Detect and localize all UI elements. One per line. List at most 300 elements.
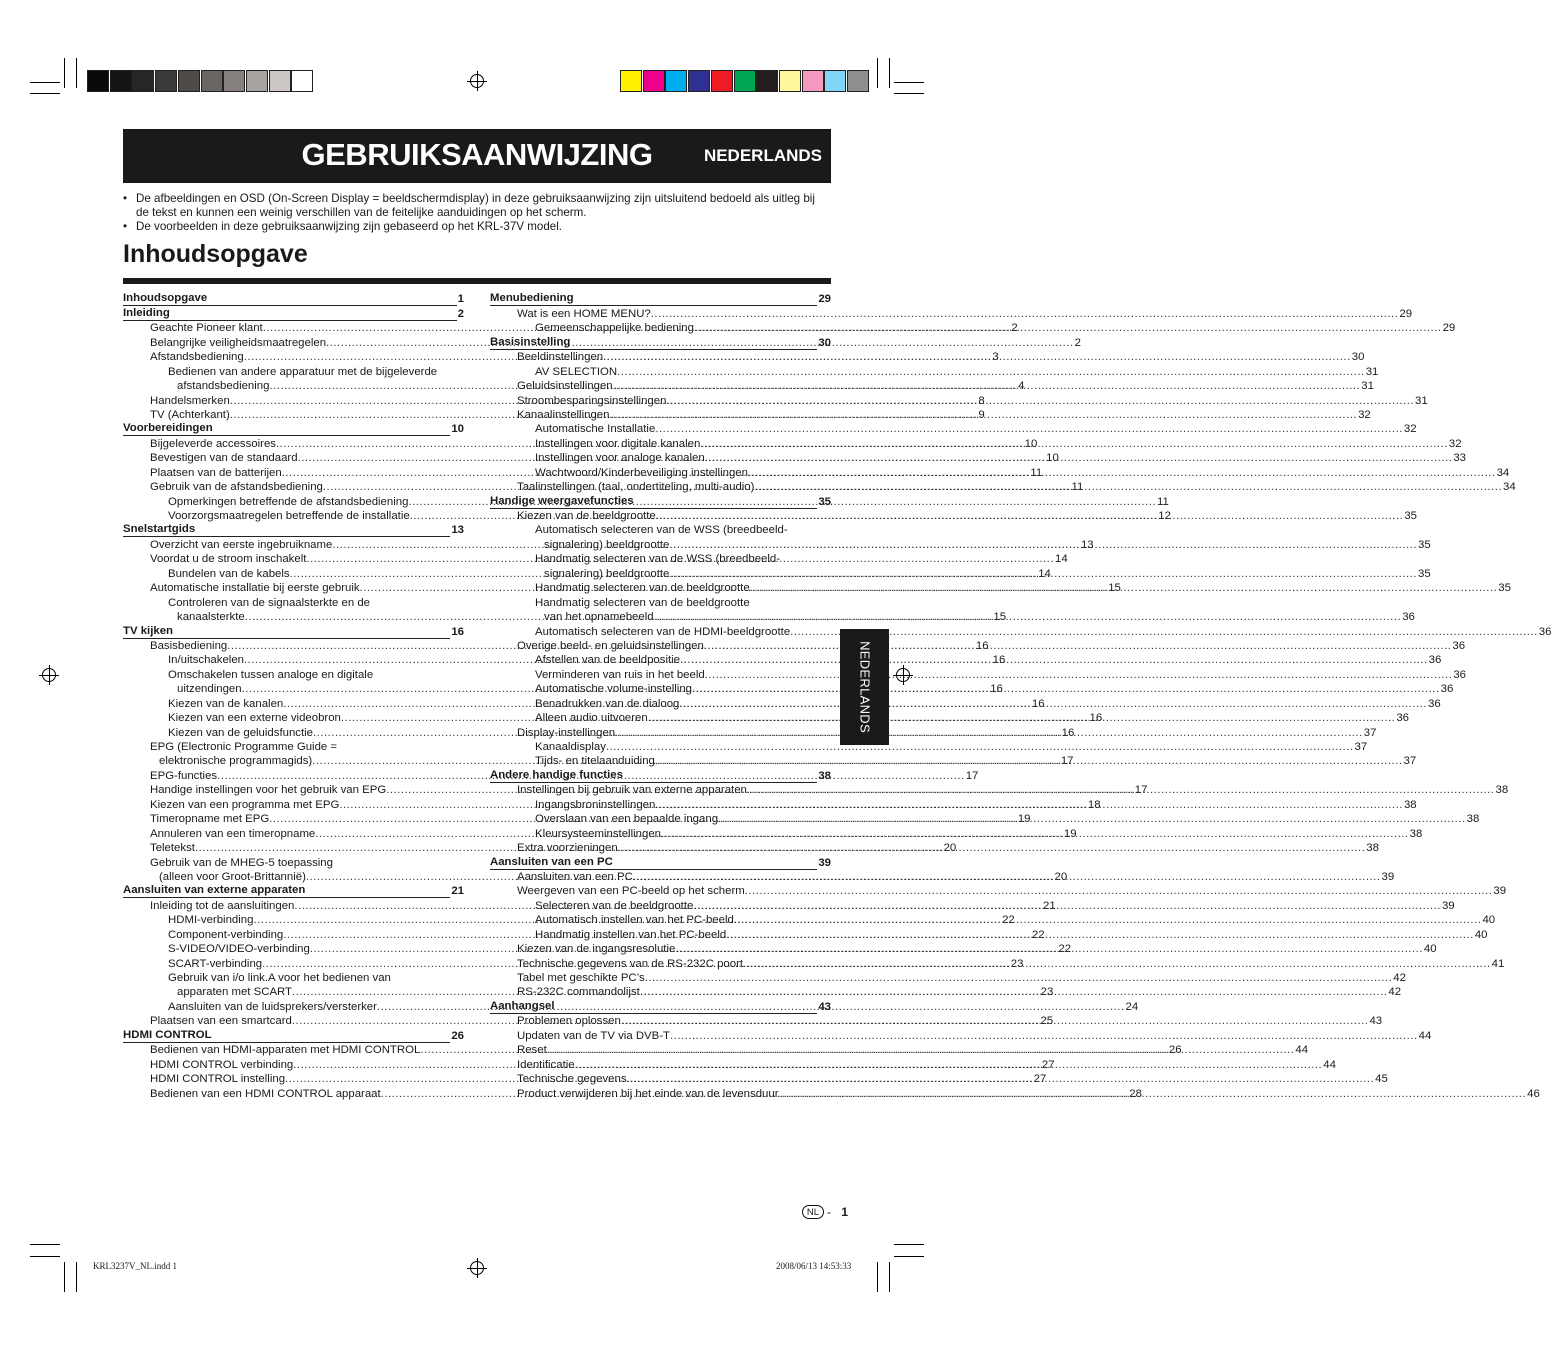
toc-leader-dots bbox=[754, 480, 1502, 494]
footer-filename: KRL3237V_NL.indd 1 bbox=[93, 1261, 177, 1271]
toc-entry-label: SCART-verbinding bbox=[168, 957, 263, 970]
toc-entry-label: Andere handige functies bbox=[490, 768, 623, 781]
toc-page-number: 30 bbox=[1351, 351, 1365, 364]
toc-leader-dots bbox=[207, 305, 456, 306]
toc-entry-label: Beeldinstellingen bbox=[517, 351, 604, 364]
language-badge: NL bbox=[802, 1205, 824, 1219]
toc-entry-label: Geachte Pioneer klant bbox=[150, 322, 263, 335]
toc-page-number: 18 bbox=[1087, 798, 1101, 811]
toc-entry-label: Taalinstellingen (taal, ondertiteling, multi-audio) bbox=[517, 481, 755, 494]
toc-entry-label: Automatisch selecteren van de HDMI-beeldgrootte bbox=[535, 625, 791, 638]
toc-entry-label: Bevestigen van de standaard bbox=[150, 452, 298, 465]
toc-page-number: 33 bbox=[1453, 452, 1467, 465]
toc-section-entry bbox=[123, 306, 464, 320]
color-swatch bbox=[132, 70, 154, 92]
toc-leader-dots bbox=[655, 754, 1403, 768]
toc-page-number: 29 bbox=[1442, 322, 1456, 335]
toc-entry-label: Aansluiten van een PC bbox=[490, 855, 613, 868]
toc-page-number: 15 bbox=[1108, 582, 1121, 595]
toc-leader-dots bbox=[575, 1058, 1323, 1072]
toc-entry-label: Menubediening bbox=[490, 292, 574, 305]
toc-entry-label: Inhoudsopgave bbox=[123, 292, 208, 305]
toc-page-number: 37 bbox=[1403, 755, 1417, 768]
toc-page-number: 14 bbox=[1055, 553, 1068, 566]
toc-page-number: 22 bbox=[1058, 943, 1072, 956]
toc-entry-label: Kiezen van een externe videobron bbox=[168, 712, 341, 725]
toc-section-entry bbox=[123, 884, 464, 898]
toc-entry-label: Handmatig selecteren van de beeldgrootte bbox=[535, 582, 750, 595]
toc-page-number: 29 bbox=[1399, 307, 1413, 320]
page-number: 1 bbox=[841, 1205, 848, 1219]
toc-entry-label: Automatisch instellen van het PC-beeld bbox=[535, 914, 734, 927]
toc-page-number: 26 bbox=[451, 1029, 464, 1042]
toc-page-number: 31 bbox=[1365, 365, 1379, 378]
toc-page-number: 17 bbox=[1060, 755, 1074, 768]
toc-page-number: 40 bbox=[1482, 914, 1496, 927]
toc-leader-dots bbox=[704, 639, 1452, 653]
color-swatch bbox=[756, 70, 778, 92]
toc-entry-label: Handmatig selecteren van de beeldgrootte bbox=[535, 596, 750, 609]
color-swatch bbox=[87, 70, 109, 92]
toc-page-number: 39 bbox=[818, 856, 831, 869]
toc-page-number: 35 bbox=[1418, 538, 1431, 551]
toc-entry-label: Bundelen van de kabels bbox=[168, 567, 290, 580]
toc-entry-label: Bedienen van een HDMI CONTROL apparaat bbox=[150, 1087, 381, 1100]
toc-leader-dots bbox=[655, 798, 1403, 812]
color-swatch bbox=[824, 70, 846, 92]
toc-page-number: 27 bbox=[1041, 1058, 1055, 1071]
toc-entry-label: Kanaaldisplay bbox=[535, 741, 606, 753]
toc-entry-label: Selecteren van de beeldgrootte bbox=[535, 899, 694, 912]
toc-leader-dots bbox=[654, 610, 1402, 624]
color-swatch bbox=[291, 70, 313, 92]
color-swatch bbox=[643, 70, 665, 92]
toc-page-number: 21 bbox=[451, 885, 464, 898]
toc-entry-label: HDMI CONTROL verbinding bbox=[150, 1058, 294, 1071]
toc-page-number: 10 bbox=[1046, 452, 1059, 465]
toc-page-number: 9 bbox=[978, 408, 985, 421]
toc-leader-dots bbox=[613, 379, 1361, 393]
toc-page-number: 38 bbox=[1466, 813, 1480, 826]
toc-leader-dots bbox=[679, 697, 1427, 711]
toc-page-number: 36 bbox=[1440, 683, 1454, 696]
intro-text: De afbeeldingen en OSD (On-Screen Display = beeldschermdisplay) in deze gebruiksaanwijzing zijn uitsluitend bedoeld als uitleg bij de tekst en kunnen een weinig verschillen van de feitelijke aanduidingen op het scherm. bbox=[136, 192, 815, 219]
toc-page-number: 26 bbox=[1168, 1044, 1182, 1057]
toc-entry-label: Reset bbox=[517, 1044, 547, 1057]
toc-page-number: 38 bbox=[1409, 827, 1423, 840]
toc-page-number: 2 bbox=[1011, 322, 1018, 335]
toc-page-number: 36 bbox=[1538, 625, 1551, 638]
toc-heading: Inhoudsopgave bbox=[123, 240, 308, 268]
toc-entry-label: Plaatsen van de batterijen bbox=[150, 466, 282, 479]
color-swatch bbox=[779, 70, 801, 92]
color-swatch bbox=[155, 70, 177, 92]
toc-entry-label: Benadrukken van de dialoog bbox=[535, 697, 680, 710]
toc-page-number: 34 bbox=[1503, 481, 1516, 494]
toc-page-number: 1 bbox=[457, 293, 464, 306]
toc-entry-label: Wat is een HOME MENU? bbox=[517, 307, 651, 320]
toc-entry-label: Handmatig instellen van het PC-beeld bbox=[535, 928, 727, 941]
toc-entry-label: Basisinstelling bbox=[490, 335, 571, 348]
toc-page-number: 16 bbox=[1061, 726, 1075, 739]
toc-entry-label: afstandsbediening bbox=[177, 380, 270, 393]
color-swatch bbox=[178, 70, 200, 92]
toc-entry bbox=[490, 667, 1466, 681]
toc-page-number: 10 bbox=[1024, 437, 1038, 450]
toc-entry bbox=[490, 306, 1413, 320]
toc-entry-label: Omschakelen tussen analoge en digitale bbox=[168, 668, 374, 681]
toc-entry-label: Plaatsen van een smartcard bbox=[150, 1015, 292, 1028]
side-tab-label: NEDERLANDS bbox=[857, 641, 872, 733]
toc-leader-dots bbox=[633, 870, 1381, 884]
toc-entry-label: In/uitschakelen bbox=[168, 654, 244, 667]
toc-page-number: 17 bbox=[1134, 784, 1148, 797]
toc-entry-label: Gemeenschappelijke bediening bbox=[535, 322, 694, 335]
toc-page-number: 21 bbox=[1043, 899, 1056, 912]
toc-entry-label: Aanhangsel bbox=[490, 999, 555, 1012]
toc-section-entry bbox=[490, 335, 831, 349]
toc-entry-label: Problemen oplossen bbox=[517, 1015, 621, 1028]
toc-entry bbox=[490, 884, 1507, 898]
toc-entry-label: signalering) beeldgrootte bbox=[544, 538, 670, 551]
toc-entry-label: HDMI CONTROL instelling bbox=[150, 1073, 286, 1086]
toc-page-number: 16 bbox=[451, 625, 464, 638]
toc-page-number: 39 bbox=[1493, 885, 1507, 898]
toc-entry-label: TV kijken bbox=[123, 624, 174, 637]
toc-page-number: 23 bbox=[1040, 986, 1054, 999]
toc-entry bbox=[490, 523, 831, 537]
language-label: NEDERLANDS bbox=[703, 146, 822, 165]
toc-leader-dots bbox=[718, 812, 1466, 826]
toc-page-number: 30 bbox=[818, 336, 831, 349]
toc-entry bbox=[490, 971, 1406, 985]
toc-entry-label: apparaten met SCART bbox=[177, 986, 293, 999]
toc-section-entry bbox=[490, 768, 831, 782]
color-swatch bbox=[665, 70, 687, 92]
toc-leader-dots bbox=[609, 408, 1357, 422]
toc-page-number: 44 bbox=[1295, 1044, 1309, 1057]
toc-entry bbox=[490, 350, 1365, 364]
toc-leader-dots bbox=[747, 783, 1495, 797]
toc-entry bbox=[123, 971, 464, 985]
toc-page-number: 36 bbox=[1396, 712, 1410, 725]
toc-page-number: 15 bbox=[993, 611, 1007, 624]
toc-page-number: 27 bbox=[1033, 1073, 1047, 1086]
toc-entry-label: (alleen voor Groot-Brittannië) bbox=[159, 870, 306, 883]
toc-leader-dots bbox=[745, 884, 1493, 898]
toc-entry-label: Overslaan van een bepaalde ingang bbox=[535, 813, 719, 826]
toc-page-number: 42 bbox=[1388, 986, 1402, 999]
toc-entry-label: Product verwijderen bij het einde van de levensduur bbox=[517, 1087, 779, 1100]
toc-entry-label: Wachtwoord/Kinderbeveiliging instellingen bbox=[535, 466, 748, 479]
toc-page-number: 13 bbox=[1080, 538, 1094, 551]
toc-entry-label: Extra voorzieningen bbox=[517, 842, 618, 855]
toc-entry-label: Stroombesparingsinstellingen bbox=[517, 394, 667, 407]
toc-leader-dots bbox=[666, 394, 1414, 408]
color-swatch bbox=[620, 70, 642, 92]
toc-entry-label: Weergeven van een PC-beeld op het scherm bbox=[517, 885, 745, 898]
toc-page-number: 11 bbox=[1030, 466, 1043, 479]
toc-page-number: 40 bbox=[1474, 928, 1488, 941]
toc-page-number: 43 bbox=[818, 1000, 831, 1013]
toc-entry-label: Technische gegevens bbox=[517, 1073, 627, 1086]
toc-entry-label: Aansluiten van externe apparaten bbox=[123, 884, 306, 897]
toc-entry-label: Controleren van de signaalsterkte en de bbox=[168, 596, 370, 609]
toc-leader-dots bbox=[640, 985, 1388, 999]
toc-leader-dots bbox=[651, 307, 1399, 321]
toc-entry-label: Snelstartgids bbox=[123, 523, 196, 536]
document-title: GEBRUIKSAANWIJZING bbox=[301, 137, 653, 172]
toc-page-number: 41 bbox=[1491, 957, 1505, 970]
toc-leader-dots bbox=[603, 350, 1351, 364]
toc-page-number: 10 bbox=[451, 423, 464, 436]
toc-leader-dots bbox=[734, 913, 1482, 927]
color-swatch bbox=[802, 70, 824, 92]
toc-leader-dots bbox=[694, 321, 1442, 335]
toc-entry-label: Bijgeleverde accessoires bbox=[150, 437, 276, 450]
toc-page-number: 34 bbox=[1496, 466, 1510, 479]
toc-page-number: 45 bbox=[1375, 1073, 1388, 1086]
registration-mark-icon bbox=[470, 74, 484, 88]
toc-page-number: 37 bbox=[1363, 726, 1377, 739]
toc-entry-label: Automatische volume-instelling bbox=[535, 683, 693, 696]
color-swatch bbox=[223, 70, 245, 92]
toc-page-number: 38 bbox=[1495, 784, 1509, 797]
toc-section-entry bbox=[490, 855, 831, 869]
toc-entry-label: Teletekst bbox=[150, 842, 195, 855]
toc-entry bbox=[490, 956, 1505, 970]
toc-entry-label: Geluidsinstellingen bbox=[517, 380, 613, 393]
toc-entry-label: Afstandsbediening bbox=[150, 351, 244, 364]
toc-page-number: 16 bbox=[990, 683, 1003, 696]
toc-entry-label: Instellingen bij gebruik van externe apparaten bbox=[517, 784, 747, 797]
toc-page-number: 29 bbox=[818, 293, 831, 306]
toc-entry-label: Kiezen van de geluidsfunctie bbox=[168, 726, 314, 739]
toc-page-number: 3 bbox=[992, 351, 999, 364]
toc-page-number: 43 bbox=[1369, 1015, 1383, 1028]
toc-page-number: 28 bbox=[1129, 1087, 1142, 1100]
color-swatch bbox=[269, 70, 291, 92]
language-side-tab bbox=[840, 629, 889, 745]
toc-entry bbox=[490, 552, 831, 566]
toc-page-number: 23 bbox=[1010, 957, 1024, 970]
color-swatch bbox=[711, 70, 733, 92]
intro-text: De voorbeelden in deze gebruiksaanwijzing zijn gebaseerd op het KRL-37V model. bbox=[136, 220, 563, 233]
toc-leader-dots bbox=[645, 971, 1393, 985]
toc-leader-dots bbox=[726, 928, 1474, 942]
toc-leader-dots bbox=[693, 899, 1441, 913]
toc-page-number: 46 bbox=[1527, 1087, 1540, 1100]
toc-leader-dots bbox=[700, 437, 1448, 451]
toc-entry-label: Kiezen van een programma met EPG bbox=[150, 798, 340, 811]
toc-entry-label: van het opnamebeeld bbox=[544, 611, 654, 624]
color-swatch bbox=[201, 70, 223, 92]
toc-entry-label: Handelsmerken bbox=[150, 394, 230, 407]
toc-entry bbox=[490, 321, 1456, 335]
toc-leader-dots bbox=[680, 653, 1428, 667]
toc-section-entry bbox=[123, 1028, 464, 1042]
toc-entry-label: Inleiding tot de aansluitingen bbox=[150, 899, 295, 912]
toc-page-number: 19 bbox=[1063, 827, 1077, 840]
toc-entry-label: HDMI-verbinding bbox=[168, 914, 254, 927]
toc-entry-label: EPG (Electronic Programme Guide = bbox=[150, 741, 338, 753]
toc-entry-label: Kiezen van de ingangsresolutie bbox=[517, 943, 676, 956]
toc-page-number: 19 bbox=[1017, 813, 1031, 826]
toc-entry-label: Overige beeld- en geluidsinstellingen bbox=[517, 639, 704, 652]
toc-page-number: 38 bbox=[818, 769, 831, 782]
toc-entry bbox=[490, 740, 1368, 754]
toc-entry bbox=[123, 740, 464, 754]
toc-entry bbox=[490, 364, 1379, 378]
toc-page-number: 8 bbox=[978, 394, 985, 407]
toc-entry-label: RS-232C commandolijst bbox=[517, 986, 640, 999]
toc-page-number: 40 bbox=[1423, 943, 1437, 956]
toc-entry-label: Automatisch selecteren van de WSS (breedbeeld- bbox=[535, 524, 788, 537]
intro-bullet: • De afbeeldingen en OSD (On-Screen Display = beeldschermdisplay) in deze gebruiksaanwijzing zijn uitsluitend bedoeld als uitleg bij de tekst en kunnen een weinig verschillen van de feitelijke aanduidingen op het scherm. bbox=[123, 192, 823, 220]
footer-timestamp: 2008/06/13 14:53:33 bbox=[776, 1261, 852, 1271]
toc-entry-label: AV SELECTION bbox=[535, 365, 618, 378]
toc-entry-label: signalering) beeldgrootte bbox=[544, 567, 670, 580]
toc-entry-label: Gebruik van de afstandsbediening bbox=[150, 481, 323, 494]
color-swatch bbox=[688, 70, 710, 92]
toc-page-number: 32 bbox=[1448, 437, 1462, 450]
toc-leader-dots bbox=[656, 509, 1404, 523]
toc-entry-label: Aansluiten van een PC bbox=[517, 870, 633, 883]
toc-entry-label: TV (Achterkant) bbox=[150, 408, 230, 421]
toc-entry-label: Verminderen van ruis in het beeld bbox=[535, 668, 705, 681]
toc-leader-dots bbox=[618, 841, 1366, 855]
toc-page-number: 36 bbox=[1428, 654, 1442, 667]
toc-leader-dots bbox=[675, 942, 1423, 956]
toc-page-number: 38 bbox=[1366, 842, 1379, 855]
toc-page-number: 42 bbox=[1393, 972, 1406, 984]
toc-page-number: 22 bbox=[1002, 914, 1015, 927]
toc-page-number: 11 bbox=[1071, 481, 1084, 494]
toc-page-number: 14 bbox=[1038, 567, 1051, 580]
toc-entry-label: Voorzorgsmaatregelen betreffende de installatie bbox=[168, 510, 410, 522]
toc-page-number: 31 bbox=[1415, 394, 1428, 407]
toc-page-number: 37 bbox=[1354, 741, 1368, 753]
toc-entry bbox=[490, 595, 831, 609]
toc-section-entry bbox=[490, 494, 831, 508]
toc-page-number: 13 bbox=[451, 524, 464, 537]
toc-section-entry bbox=[490, 292, 831, 306]
toc-leader-dots bbox=[627, 1072, 1375, 1086]
toc-page-number: 16 bbox=[1031, 697, 1045, 710]
toc-page-number: 38 bbox=[1403, 798, 1417, 811]
toc-page-number: 35 bbox=[1404, 510, 1417, 522]
toc-leader-dots bbox=[705, 451, 1453, 465]
toc-page-number: 25 bbox=[1040, 1015, 1054, 1028]
toc-leader-dots bbox=[669, 538, 1417, 552]
toc-entry-label: Instellingen voor analoge kanalen bbox=[535, 452, 705, 465]
toc-section-entry bbox=[123, 624, 464, 638]
toc-page-number: 36 bbox=[1453, 668, 1466, 681]
toc-entry-label: Annuleren van een timeropname bbox=[150, 827, 316, 840]
toc-entry-label: Gebruik van de MHEG-5 toepassing bbox=[150, 856, 333, 869]
toc-entry bbox=[490, 624, 1551, 638]
toc-entry-label: Overzicht van eerste ingebruikname bbox=[150, 538, 333, 551]
toc-page-number: 20 bbox=[943, 842, 957, 855]
toc-page-number: 20 bbox=[1054, 870, 1068, 883]
toc-entry bbox=[490, 408, 1371, 422]
toc-entry-label: Updaten van de TV via DVB-T bbox=[517, 1029, 671, 1042]
toc-entry-label: Ingangsbroninstellingen bbox=[535, 798, 656, 811]
toc-entry bbox=[123, 667, 464, 681]
toc-entry-label: Voordat u de stroom inschakelt bbox=[150, 553, 307, 566]
toc-leader-dots bbox=[692, 682, 1440, 696]
toc-page-number: 32 bbox=[1403, 423, 1417, 436]
toc-entry-label: Voorbereidingen bbox=[123, 422, 213, 435]
toc-page-number: 44 bbox=[1323, 1058, 1336, 1071]
toc-leader-dots bbox=[615, 726, 1363, 740]
toc-entry-label: EPG-functies bbox=[150, 769, 218, 782]
page-separator: - bbox=[827, 1205, 831, 1219]
toc-entry-label: Alleen audio uitvoeren bbox=[535, 712, 648, 725]
toc-leader-dots bbox=[606, 740, 1354, 754]
toc-page-number: 35 bbox=[1418, 567, 1431, 580]
toc-page-number: 11 bbox=[1157, 495, 1169, 508]
toc-entry-label: HDMI CONTROL bbox=[123, 1028, 212, 1041]
toc-entry bbox=[490, 393, 1428, 407]
toc-leader-dots bbox=[621, 1014, 1369, 1028]
toc-entry-label: Inleiding bbox=[123, 306, 170, 319]
toc-entry-label: Kanaalinstellingen bbox=[517, 408, 610, 421]
toc-leader-dots bbox=[705, 668, 1453, 682]
heading-rule bbox=[123, 278, 831, 284]
toc-leader-dots bbox=[743, 957, 1491, 971]
toc-entry-label: Bedienen van HDMI-apparaten met HDMI CONTROL bbox=[150, 1044, 421, 1057]
toc-leader-dots bbox=[547, 1043, 1295, 1057]
toc-entry-label: Tabel met geschikte PC’s bbox=[517, 972, 645, 984]
color-swatch bbox=[110, 70, 132, 92]
toc-entry-label: Kleursysteeminstellingen bbox=[535, 827, 661, 840]
registration-mark-icon bbox=[42, 668, 56, 682]
toc-page-number: 35 bbox=[818, 495, 831, 508]
toc-section-entry bbox=[123, 292, 464, 306]
toc-leader-dots bbox=[661, 827, 1409, 841]
toc-page-number: 16 bbox=[1089, 712, 1103, 725]
toc-section-entry bbox=[123, 422, 464, 436]
toc-page-number: 22 bbox=[1031, 928, 1045, 941]
toc-entry-label: Identificatie bbox=[517, 1058, 575, 1071]
toc-entry-label: Kiezen van de beeldgrootte bbox=[517, 510, 656, 522]
toc-page-number: 36 bbox=[1402, 611, 1415, 624]
toc-leader-dots bbox=[655, 422, 1403, 436]
toc-entry bbox=[123, 364, 464, 378]
toc-page-number: 4 bbox=[1018, 380, 1025, 393]
toc-page-number: 35 bbox=[1498, 582, 1511, 595]
color-swatch bbox=[734, 70, 756, 92]
toc-entry-label: Tijds- en titelaanduiding bbox=[535, 755, 655, 768]
toc-leader-dots bbox=[790, 625, 1538, 639]
toc-page-number: 24 bbox=[1125, 1000, 1139, 1013]
toc-entry bbox=[490, 379, 1374, 393]
toc-entry-label: Instellingen voor digitale kanalen bbox=[535, 437, 701, 450]
toc-entry-label: Bedienen van andere apparatuur met de bijgeleverde bbox=[168, 365, 438, 378]
toc-leader-dots bbox=[750, 581, 1498, 595]
toc-entry-label: kanaalsterkte bbox=[177, 611, 245, 624]
toc-entry bbox=[490, 985, 1402, 999]
toc-entry-label: Technische gegevens van de RS-232C poort bbox=[517, 957, 744, 970]
toc-leader-dots bbox=[670, 1029, 1418, 1043]
toc-page-number: 16 bbox=[975, 639, 989, 652]
toc-entry-label: Basisbediening bbox=[150, 639, 228, 652]
toc-entry-label: Aansluiten van de luidsprekers/versterker bbox=[168, 1000, 377, 1013]
color-swatch bbox=[847, 70, 869, 92]
toc-entry-label: Automatische installatie bij eerste gebruik bbox=[150, 582, 360, 595]
toc-entry bbox=[123, 855, 464, 869]
